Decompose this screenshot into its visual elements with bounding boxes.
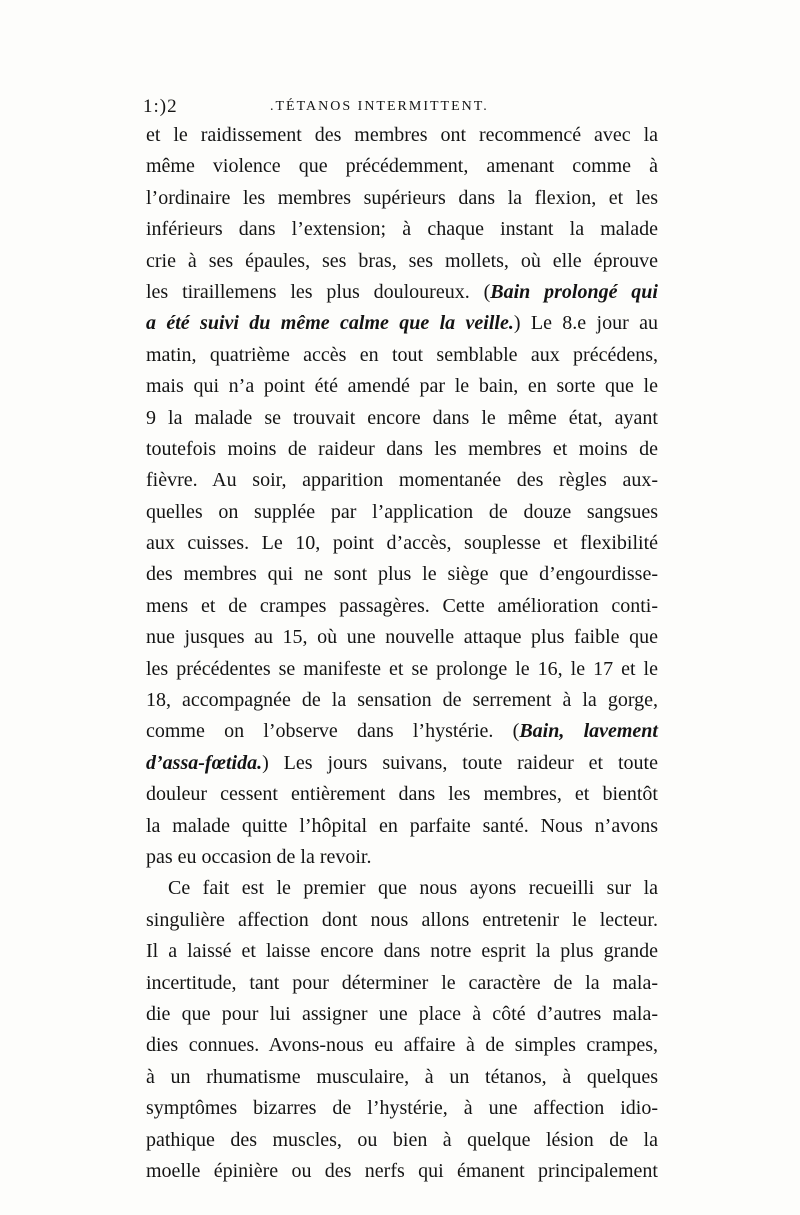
- body-text: [146, 120, 658, 1187]
- text-segment: comme on l’observe dans l’hystérie. (: [146, 720, 520, 743]
- page-header: [143, 96, 663, 120]
- text-segment: l’ordinaire les membres supérieurs dans la flexion, et les: [146, 186, 658, 209]
- text-segment: mais qui n’a point été amendé par le bain, en sorte que le: [146, 375, 658, 398]
- text-segment: matin, quatrième accès en tout semblable aux précédens,: [146, 343, 658, 366]
- text-segment: singulière affection dont nous allons entretenir le lecteur.: [146, 908, 658, 931]
- text-segment: crie à ses épaules, ses bras, ses mollets, où elle éprouve: [146, 249, 658, 272]
- text-line: [146, 999, 658, 1030]
- text-segment: à un rhumatisme musculaire, à un tétanos, à quelques: [146, 1065, 658, 1088]
- text-segment: symptômes bizarres de l’hystérie, à une affection idio-: [146, 1097, 658, 1120]
- text-line: [146, 873, 658, 904]
- text-line: [146, 1093, 658, 1124]
- text-segment: die que pour lui assigner une place à côté d’autres mala-: [146, 1002, 658, 1025]
- text-segment: fièvre. Au soir, apparition momentanée des règles aux-: [146, 469, 658, 492]
- text-line: [146, 591, 658, 622]
- text-segment: 9 la malade se trouvait encore dans le même état, ayant: [146, 406, 658, 429]
- text-segment: mens et de crampes passagères. Cette amélioration conti-: [146, 594, 658, 617]
- text-segment: incertitude, tant pour déterminer le caractère de la mala-: [146, 971, 658, 994]
- text-segment: les tiraillemens les plus douloureux. (: [146, 280, 491, 303]
- text-line: [146, 277, 658, 308]
- text-segment: nue jusques au 15, où une nouvelle attaque plus faible que: [146, 626, 658, 649]
- text-segment: Ce fait est le premier que nous ayons recueilli sur la: [168, 877, 658, 900]
- text-line: [146, 528, 658, 559]
- text-segment: Il a laissé et laisse encore dans notre esprit la plus grande: [146, 940, 658, 963]
- text-segment: inférieurs dans l’extension; à chaque instant la malade: [146, 218, 658, 241]
- text-line: [146, 559, 658, 590]
- running-title: .TÉTANOS INTERMITTENT.: [270, 99, 489, 114]
- text-segment: aux cuisses. Le 10, point d’accès, souplesse et flexibilité: [146, 532, 658, 555]
- italic-segment: Bain prolongé qui: [490, 280, 658, 303]
- text-line: [146, 748, 658, 779]
- text-segment: 18, accompagnée de la sensation de serrement à la gorge,: [146, 689, 658, 712]
- text-line: [146, 308, 658, 339]
- text-line: [146, 246, 658, 277]
- text-segment: pathique des muscles, ou bien à quelque lésion de la: [146, 1128, 658, 1151]
- text-segment: ) Le 8.e jour au: [513, 312, 659, 335]
- text-segment: moelle épinière ou des nerfs qui émanent principalement: [146, 1159, 658, 1182]
- text-segment: des membres qui ne sont plus le siège que d’engourdisse-: [146, 563, 658, 586]
- text-line: [146, 905, 658, 936]
- text-segment: toutefois moins de raideur dans les membres et moins de: [146, 437, 658, 460]
- text-line: [146, 716, 658, 747]
- text-line: [146, 1125, 658, 1156]
- text-line: [146, 340, 658, 371]
- text-segment: douleur cessent entièrement dans les membres, et bientôt: [146, 783, 658, 806]
- text-line: [146, 371, 658, 402]
- text-segment: et le raidissement des membres ont recommencé avec la: [146, 124, 658, 146]
- text-line: [146, 120, 658, 151]
- text-segment: ) Les jours suivans, toute raideur et toute: [262, 751, 658, 774]
- italic-segment: a été suivi du même calme que la veille.: [146, 312, 514, 335]
- text-line: [146, 403, 658, 434]
- text-line: [146, 497, 658, 528]
- text-line: [146, 654, 658, 685]
- text-line: [146, 1062, 658, 1093]
- text-segment: pas eu occasion de la revoir.: [146, 845, 372, 868]
- text-segment: les précédentes se manifeste et se prolonge le 16, le 17 et le: [146, 657, 658, 680]
- text-line: [146, 434, 658, 465]
- text-line: [146, 811, 658, 842]
- text-line: [146, 968, 658, 999]
- text-line: [146, 1030, 658, 1061]
- text-line: [146, 465, 658, 496]
- page-number: 1:)2: [143, 96, 178, 117]
- italic-segment: d’assa-fœtida.: [146, 751, 263, 774]
- text-line: [146, 214, 658, 245]
- italic-segment: Bain, lavement: [519, 720, 658, 743]
- text-line: [146, 936, 658, 967]
- text-segment: même violence que précédemment, amenant comme à: [146, 155, 658, 178]
- text-line: [146, 151, 658, 182]
- text-segment: la malade quitte l’hôpital en parfaite santé. Nous n’avons: [146, 814, 658, 837]
- text-line: [146, 685, 658, 716]
- text-segment: dies connues. Avons-nous eu affaire à de simples crampes,: [146, 1034, 658, 1057]
- text-line: [146, 622, 658, 653]
- text-line: [146, 1156, 658, 1187]
- text-segment: quelles on supplée par l’application de douze sangsues: [146, 500, 658, 523]
- text-line: [146, 183, 658, 214]
- text-line: [146, 779, 658, 810]
- text-line: [146, 842, 658, 873]
